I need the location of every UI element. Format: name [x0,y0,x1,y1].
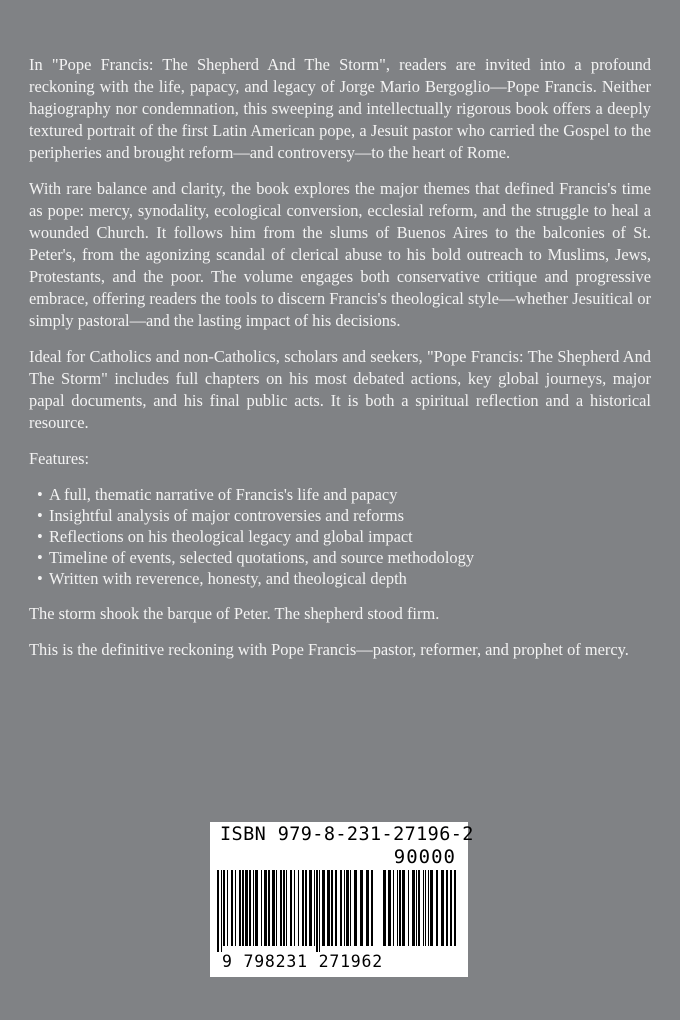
barcode-bar [280,870,282,946]
bullet-icon: • [37,506,43,525]
barcode-bar [331,870,333,946]
barcode-bar [227,870,228,946]
feature-item [37,484,651,505]
barcode-bar [340,870,342,946]
themes-paragraph: With rare balance and clarity, the book explores the major themes that defined Francis's time as pope: mercy, synodality, ecological conversion, ecclesial reform, and the struggle to heal a wounded Church. It follows him from the slums of Buenos Aires to the balconies of St. Peter's, from the agonizing scandal of clerical abuse to his bold outreach to Muslims, Jews, Protestants, and the poor. The volume engages both conservative critique and progressive embrace, offering readers the tools to discern Francis's theological style—whether Jesuitical or simply pastoral—and the lasting impact of his decisions. [29,179,651,330]
feature-item [37,505,651,526]
barcode-bar [268,870,270,946]
barcode-bar [245,870,248,946]
barcode-bar [316,870,318,952]
feature-item [37,547,651,568]
price-code: 90000 [393,846,456,868]
barcode-bar [261,870,262,946]
feature-text: Reflections on his theological legacy and global impact [49,527,413,546]
barcode-bar [221,870,222,952]
audience-paragraph: Ideal for Catholics and non-Catholics, scholars and seekers, "Pope Francis: The Shepherd And The Storm" includes full chapters on his most debated actions, key global journeys, major papal documents, and his final public acts. It is both a spiritual reflection and a historical resource. [29,347,651,432]
barcode-bar [402,870,405,946]
barcode-bar [253,870,254,946]
barcode-bar [314,870,315,946]
barcode-bar [264,870,267,946]
bullet-icon: • [37,569,43,588]
barcode-bar [231,870,233,946]
bullet-icon: • [37,527,43,546]
barcode-bar [423,870,424,946]
barcode-bar [283,870,285,946]
barcode-digits: 9 798231 271962 [222,952,384,971]
barcode-bar [276,870,277,946]
ean13-barcode [216,870,376,952]
barcode-bar [425,870,426,946]
barcode-bar [249,870,251,946]
barcode-bar [255,870,258,946]
barcode-bar [322,870,325,946]
barcode-bar [305,870,307,946]
barcode-bar [408,870,409,946]
barcode-bar [412,870,415,946]
feature-text: Insightful analysis of major controversies and reforms [49,506,405,525]
barcode-bar [383,870,386,946]
intro-paragraph: In "Pope Francis: The Shepherd And The Storm", readers are invited into a profound reckoning with the life, papacy, and legacy of Jorge Mario Bergoglio—Pope Francis. Neither hagiography nor condemnation, this sweeping and intellectually rigorous book offers a deeply textured portrait of the first Latin American pope, a Jesuit pastor who carried the Gospel to the peripheries and brought reform—and controversy—to the heart of Rome. [29,55,651,162]
barcode-bar [290,870,292,946]
barcode-bar [428,870,429,946]
isbn-barcode-box [210,822,474,977]
barcode-bar [272,870,275,946]
feature-text: A full, thematic narrative of Francis's life and papacy [49,485,398,504]
feature-item [37,526,651,547]
barcode-bar [450,870,452,946]
reckoning-line: This is the definitive reckoning with Pope Francis—pastor, reformer, and prophet of mercy. [29,640,629,659]
bullet-icon: • [37,548,43,567]
storm-line: The storm shook the barque of Peter. The shepherd stood firm. [29,604,440,623]
barcode-bar [294,870,295,946]
barcode-bar [242,870,244,946]
barcode-bar [327,870,330,946]
isbn-number: ISBN 979-8-231-27196-2 [220,824,474,845]
barcode-bar [217,870,219,952]
barcode-bar [366,870,369,946]
feature-text: Written with reverence, honesty, and theological depth [49,569,407,588]
bullet-icon: • [37,485,43,504]
description-block [29,54,651,675]
barcode-bar [350,870,351,946]
barcode-bar [235,870,236,946]
barcode-bar [399,870,401,946]
barcode-bar [344,870,345,946]
barcode-bar [319,870,320,952]
barcode-bar [430,870,433,946]
barcode-bar [418,870,420,946]
barcode-bar [397,870,398,946]
feature-item [37,568,651,589]
barcode-bar [298,870,299,946]
barcode-bar [454,870,456,946]
features-list [29,484,651,589]
barcode-bar [286,870,287,946]
barcode-bar [346,870,349,946]
barcode-bar [309,870,312,946]
feature-text: Timeline of events, selected quotations, and source methodology [49,548,475,567]
barcode-bar [441,870,444,946]
barcode-bar [335,870,337,946]
barcode-bar [354,870,357,946]
barcode-bar [436,870,438,946]
barcode-bar [302,870,304,946]
barcode-bar [371,870,373,946]
barcode-bar [393,870,394,946]
barcode-bar [446,870,448,946]
features-heading: Features: [29,449,90,468]
price-addon-barcode [382,870,458,952]
barcode-bar [223,870,225,946]
barcode-bar [239,870,241,946]
barcode-bar [416,870,417,946]
barcode-bar [360,870,363,946]
barcode-bar [388,870,391,946]
